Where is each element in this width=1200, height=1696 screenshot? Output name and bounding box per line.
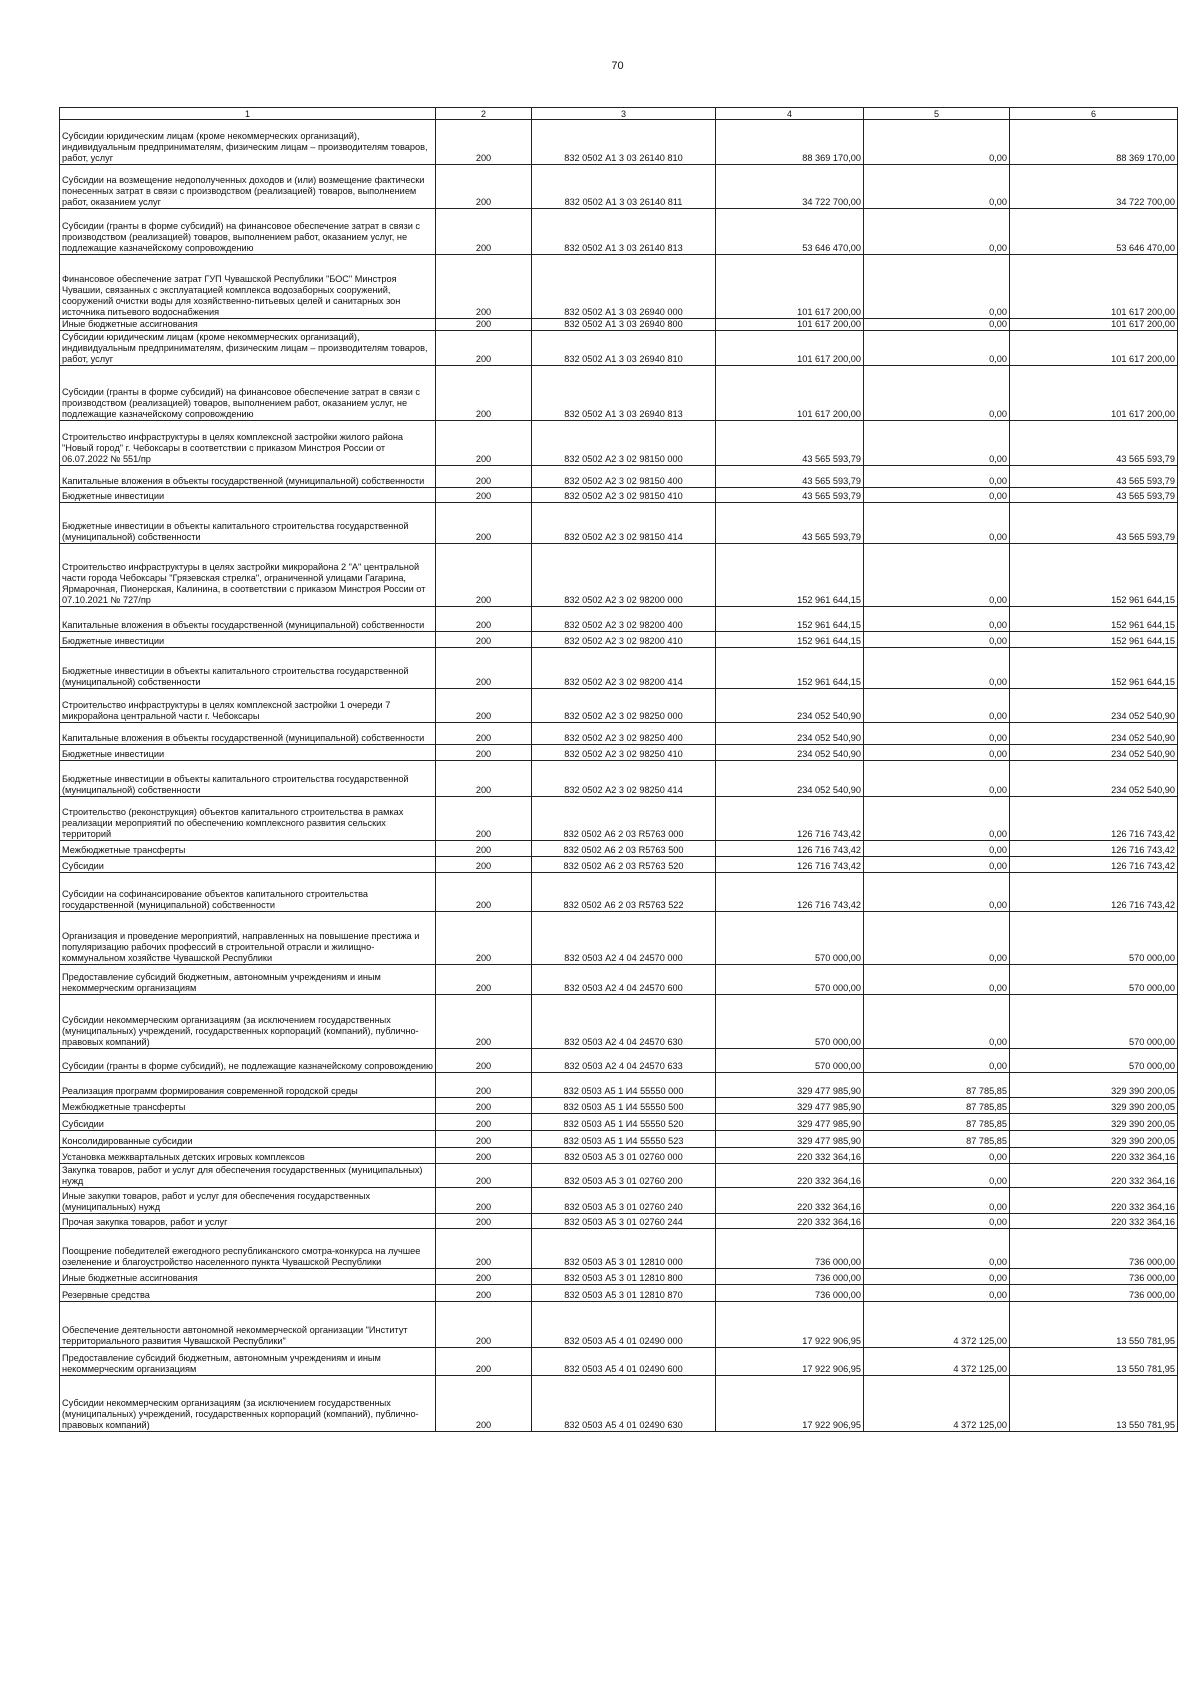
table-row bbox=[60, 607, 1178, 632]
row-admin-code: 200 bbox=[436, 421, 532, 466]
row-value-col6: 570 000,00 bbox=[1010, 995, 1178, 1049]
row-value-col5: 0,00 bbox=[864, 632, 1010, 648]
row-value-col5: 0,00 bbox=[864, 319, 1010, 331]
row-value-col4: 101 617 200,00 bbox=[716, 331, 864, 366]
row-value-col5: 4 372 125,00 bbox=[864, 1302, 1010, 1348]
table-header-row bbox=[60, 108, 1178, 120]
table-row bbox=[60, 857, 1178, 873]
row-name: Поощрение победителей ежегодного республиканского смотра-конкурса на лучшее озеленение и благоустройство населенного пункта Чувашской Республики bbox=[60, 1229, 436, 1269]
row-value-col6: 152 961 644,15 bbox=[1010, 607, 1178, 632]
row-value-col4: 234 052 540,90 bbox=[716, 723, 864, 745]
row-value-col4: 43 565 593,79 bbox=[716, 503, 864, 544]
row-value-col4: 43 565 593,79 bbox=[716, 421, 864, 466]
row-admin-code: 200 bbox=[436, 761, 532, 797]
row-value-col6: 126 716 743,42 bbox=[1010, 857, 1178, 873]
row-value-col5: 0,00 bbox=[864, 965, 1010, 995]
row-name: Обеспечение деятельности автономной некоммерческой организации "Институт территориального развития Чувашской Республики" bbox=[60, 1302, 436, 1348]
table-row bbox=[60, 1229, 1178, 1269]
row-name: Бюджетные инвестиции в объекты капитального строительства государственной (муниципальной) собственности bbox=[60, 648, 436, 689]
budget-table bbox=[59, 107, 1178, 1432]
row-admin-code: 200 bbox=[436, 965, 532, 995]
row-admin-code: 200 bbox=[436, 1098, 532, 1114]
table-row bbox=[60, 319, 1178, 331]
table-row bbox=[60, 632, 1178, 648]
row-name: Субсидии (гранты в форме субсидий) на финансовое обеспечение затрат в связи с производством (реализацией) товаров, выполнением работ, оказанием услуг, не подлежащие казначейскому сопровождению bbox=[60, 209, 436, 255]
row-name: Субсидии на возмещение недополученных доходов и (или) возмещение фактически понесенных затрат в связи с производством (реализацией) товаров, выполнением работ, оказанием услуг bbox=[60, 165, 436, 209]
row-value-col5: 87 785,85 bbox=[864, 1131, 1010, 1148]
row-name: Консолидированные субсидии bbox=[60, 1131, 436, 1148]
row-value-col4: 736 000,00 bbox=[716, 1285, 864, 1302]
row-classification-code: 832 0502 А2 3 02 98250 000 bbox=[532, 689, 716, 723]
row-name: Субсидии bbox=[60, 1114, 436, 1131]
row-name: Установка межквартальных детских игровых комплексов bbox=[60, 1148, 436, 1164]
table-row bbox=[60, 209, 1178, 255]
row-value-col6: 152 961 644,15 bbox=[1010, 544, 1178, 607]
row-value-col4: 220 332 364,16 bbox=[716, 1188, 864, 1214]
row-value-col6: 329 390 200,05 bbox=[1010, 1098, 1178, 1114]
row-name: Закупка товаров, работ и услуг для обеспечения государственных (муниципальных) нужд bbox=[60, 1164, 436, 1188]
row-value-col4: 329 477 985,90 bbox=[716, 1098, 864, 1114]
table-row bbox=[60, 488, 1178, 503]
row-admin-code: 200 bbox=[436, 857, 532, 873]
row-admin-code: 200 bbox=[436, 1376, 532, 1432]
row-name: Строительство (реконструкция) объектов капитального строительства в рамках реализации мероприятий по обеспечению комплексного развития сельских территорий bbox=[60, 797, 436, 841]
row-name: Реализация программ формирования современной городской среды bbox=[60, 1073, 436, 1098]
row-value-col5: 0,00 bbox=[864, 689, 1010, 723]
row-value-col5: 0,00 bbox=[864, 745, 1010, 761]
row-value-col6: 220 332 364,16 bbox=[1010, 1188, 1178, 1214]
row-classification-code: 832 0502 А1 3 03 26940 000 bbox=[532, 255, 716, 319]
row-classification-code: 832 0502 А2 3 02 98200 410 bbox=[532, 632, 716, 648]
row-admin-code: 200 bbox=[436, 165, 532, 209]
row-value-col6: 101 617 200,00 bbox=[1010, 319, 1178, 331]
row-value-col6: 34 722 700,00 bbox=[1010, 165, 1178, 209]
row-value-col5: 0,00 bbox=[864, 607, 1010, 632]
row-admin-code: 200 bbox=[436, 648, 532, 689]
row-value-col6: 101 617 200,00 bbox=[1010, 366, 1178, 421]
row-value-col4: 234 052 540,90 bbox=[716, 745, 864, 761]
row-name: Субсидии (гранты в форме субсидий), не подлежащие казначейскому сопровождению bbox=[60, 1049, 436, 1073]
row-value-col4: 220 332 364,16 bbox=[716, 1164, 864, 1188]
row-value-col6: 126 716 743,42 bbox=[1010, 873, 1178, 912]
row-value-col4: 101 617 200,00 bbox=[716, 319, 864, 331]
row-value-col6: 101 617 200,00 bbox=[1010, 255, 1178, 319]
row-value-col4: 126 716 743,42 bbox=[716, 857, 864, 873]
row-value-col6: 220 332 364,16 bbox=[1010, 1148, 1178, 1164]
row-name: Межбюджетные трансферты bbox=[60, 1098, 436, 1114]
row-value-col5: 87 785,85 bbox=[864, 1073, 1010, 1098]
row-name: Межбюджетные трансферты bbox=[60, 841, 436, 857]
row-admin-code: 200 bbox=[436, 873, 532, 912]
row-value-col5: 0,00 bbox=[864, 366, 1010, 421]
row-value-col4: 234 052 540,90 bbox=[716, 761, 864, 797]
row-value-col4: 570 000,00 bbox=[716, 995, 864, 1049]
row-value-col5: 0,00 bbox=[864, 995, 1010, 1049]
row-value-col6: 234 052 540,90 bbox=[1010, 723, 1178, 745]
table-row bbox=[60, 1285, 1178, 1302]
row-value-col6: 570 000,00 bbox=[1010, 912, 1178, 965]
row-classification-code: 832 0503 А5 3 01 02760 244 bbox=[532, 1214, 716, 1229]
row-classification-code: 832 0503 А5 3 01 12810 800 bbox=[532, 1269, 716, 1285]
row-value-col6: 329 390 200,05 bbox=[1010, 1073, 1178, 1098]
table-row bbox=[60, 1148, 1178, 1164]
column-header: 3 bbox=[532, 108, 716, 120]
row-value-col5: 0,00 bbox=[864, 841, 1010, 857]
row-name: Строительство инфраструктуры в целях комплексной застройки жилого района "Новый город" г. Чебоксары в соответствии с приказом Минстроя России от 06.07.2022 № 551/пр bbox=[60, 421, 436, 466]
row-admin-code: 200 bbox=[436, 1164, 532, 1188]
row-classification-code: 832 0502 А1 3 03 26140 810 bbox=[532, 120, 716, 165]
row-value-col6: 329 390 200,05 bbox=[1010, 1114, 1178, 1131]
row-value-col5: 4 372 125,00 bbox=[864, 1348, 1010, 1376]
row-classification-code: 832 0502 А1 3 03 26140 813 bbox=[532, 209, 716, 255]
row-value-col6: 152 961 644,15 bbox=[1010, 632, 1178, 648]
table-row bbox=[60, 331, 1178, 366]
row-admin-code: 200 bbox=[436, 797, 532, 841]
row-classification-code: 832 0502 А2 3 02 98250 414 bbox=[532, 761, 716, 797]
row-value-col6: 126 716 743,42 bbox=[1010, 841, 1178, 857]
row-value-col6: 43 565 593,79 bbox=[1010, 503, 1178, 544]
row-admin-code: 200 bbox=[436, 120, 532, 165]
row-value-col5: 0,00 bbox=[864, 857, 1010, 873]
row-value-col4: 329 477 985,90 bbox=[716, 1114, 864, 1131]
row-value-col6: 126 716 743,42 bbox=[1010, 797, 1178, 841]
row-admin-code: 200 bbox=[436, 1302, 532, 1348]
row-classification-code: 832 0502 А2 3 02 98250 400 bbox=[532, 723, 716, 745]
table-row bbox=[60, 912, 1178, 965]
table-row bbox=[60, 255, 1178, 319]
row-value-col6: 13 550 781,95 bbox=[1010, 1376, 1178, 1432]
table-row bbox=[60, 1114, 1178, 1131]
row-value-col5: 0,00 bbox=[864, 648, 1010, 689]
row-value-col5: 0,00 bbox=[864, 120, 1010, 165]
row-admin-code: 200 bbox=[436, 689, 532, 723]
table-row bbox=[60, 421, 1178, 466]
row-name: Капитальные вложения в объекты государственной (муниципальной) собственности bbox=[60, 466, 436, 488]
row-classification-code: 832 0502 А1 3 03 26940 813 bbox=[532, 366, 716, 421]
row-value-col5: 0,00 bbox=[864, 1214, 1010, 1229]
row-classification-code: 832 0503 А5 3 01 02760 200 bbox=[532, 1164, 716, 1188]
table-row bbox=[60, 841, 1178, 857]
row-value-col6: 88 369 170,00 bbox=[1010, 120, 1178, 165]
row-name: Капитальные вложения в объекты государственной (муниципальной) собственности bbox=[60, 607, 436, 632]
row-value-col5: 0,00 bbox=[864, 331, 1010, 366]
row-classification-code: 832 0503 А5 3 01 02760 240 bbox=[532, 1188, 716, 1214]
row-value-col6: 570 000,00 bbox=[1010, 1049, 1178, 1073]
row-name: Субсидии (гранты в форме субсидий) на финансовое обеспечение затрат в связи с производством (реализацией) товаров, выполнением работ, оказанием услуг, не подлежащие казначейскому сопровождению bbox=[60, 366, 436, 421]
row-admin-code: 200 bbox=[436, 488, 532, 503]
row-classification-code: 832 0503 А5 3 01 12810 870 bbox=[532, 1285, 716, 1302]
row-value-col6: 152 961 644,15 bbox=[1010, 648, 1178, 689]
row-classification-code: 832 0502 А6 2 03 R5763 000 bbox=[532, 797, 716, 841]
table-row bbox=[60, 1098, 1178, 1114]
table-row bbox=[60, 1073, 1178, 1098]
row-value-col5: 0,00 bbox=[864, 503, 1010, 544]
row-classification-code: 832 0502 А6 2 03 R5763 522 bbox=[532, 873, 716, 912]
row-classification-code: 832 0503 А2 4 04 24570 633 bbox=[532, 1049, 716, 1073]
row-name: Иные бюджетные ассигнования bbox=[60, 1269, 436, 1285]
row-name: Капитальные вложения в объекты государственной (муниципальной) собственности bbox=[60, 723, 436, 745]
row-value-col5: 0,00 bbox=[864, 488, 1010, 503]
row-classification-code: 832 0502 А1 3 03 26940 810 bbox=[532, 331, 716, 366]
row-value-col4: 43 565 593,79 bbox=[716, 488, 864, 503]
column-header: 2 bbox=[436, 108, 532, 120]
row-value-col5: 0,00 bbox=[864, 1229, 1010, 1269]
row-admin-code: 200 bbox=[436, 723, 532, 745]
row-value-col6: 329 390 200,05 bbox=[1010, 1131, 1178, 1148]
row-value-col6: 736 000,00 bbox=[1010, 1229, 1178, 1269]
row-name: Резервные средства bbox=[60, 1285, 436, 1302]
row-admin-code: 200 bbox=[436, 319, 532, 331]
row-value-col5: 0,00 bbox=[864, 723, 1010, 745]
row-admin-code: 200 bbox=[436, 1285, 532, 1302]
row-value-col4: 34 722 700,00 bbox=[716, 165, 864, 209]
row-value-col5: 0,00 bbox=[864, 209, 1010, 255]
row-name: Предоставление субсидий бюджетным, автономным учреждениям и иным некоммерческим организациям bbox=[60, 1348, 436, 1376]
row-value-col4: 126 716 743,42 bbox=[716, 797, 864, 841]
row-admin-code: 200 bbox=[436, 841, 532, 857]
row-name: Бюджетные инвестиции bbox=[60, 632, 436, 648]
row-value-col6: 736 000,00 bbox=[1010, 1269, 1178, 1285]
row-classification-code: 832 0503 А5 1 И4 55550 500 bbox=[532, 1098, 716, 1114]
row-value-col4: 17 922 906,95 bbox=[716, 1348, 864, 1376]
table-row bbox=[60, 873, 1178, 912]
row-name: Субсидии на софинансирование объектов капитального строительства государственной (муниципальной) собственности bbox=[60, 873, 436, 912]
row-name: Организация и проведение мероприятий, направленных на повышение престижа и популяризацию рабочих профессий в строительной отрасли и жилищно-коммунальном хозяйстве Чувашской Республики bbox=[60, 912, 436, 965]
row-classification-code: 832 0502 А2 3 02 98150 410 bbox=[532, 488, 716, 503]
row-value-col5: 0,00 bbox=[864, 873, 1010, 912]
row-value-col5: 0,00 bbox=[864, 1285, 1010, 1302]
row-value-col4: 101 617 200,00 bbox=[716, 255, 864, 319]
row-admin-code: 200 bbox=[436, 255, 532, 319]
row-value-col4: 570 000,00 bbox=[716, 965, 864, 995]
row-value-col4: 53 646 470,00 bbox=[716, 209, 864, 255]
row-admin-code: 200 bbox=[436, 1188, 532, 1214]
row-value-col5: 4 372 125,00 bbox=[864, 1376, 1010, 1432]
row-value-col5: 0,00 bbox=[864, 466, 1010, 488]
table-body bbox=[60, 120, 1178, 1432]
row-name: Предоставление субсидий бюджетным, автономным учреждениям и иным некоммерческим организациям bbox=[60, 965, 436, 995]
row-admin-code: 200 bbox=[436, 1348, 532, 1376]
row-admin-code: 200 bbox=[436, 1148, 532, 1164]
row-value-col5: 0,00 bbox=[864, 1188, 1010, 1214]
row-value-col6: 220 332 364,16 bbox=[1010, 1214, 1178, 1229]
row-value-col4: 43 565 593,79 bbox=[716, 466, 864, 488]
table-row bbox=[60, 1131, 1178, 1148]
row-classification-code: 832 0503 А5 1 И4 55550 523 bbox=[532, 1131, 716, 1148]
row-classification-code: 832 0502 А2 3 02 98150 000 bbox=[532, 421, 716, 466]
row-name: Бюджетные инвестиции bbox=[60, 488, 436, 503]
column-header: 1 bbox=[60, 108, 436, 120]
row-value-col4: 126 716 743,42 bbox=[716, 873, 864, 912]
row-value-col6: 13 550 781,95 bbox=[1010, 1348, 1178, 1376]
row-classification-code: 832 0503 А5 1 И4 55550 520 bbox=[532, 1114, 716, 1131]
column-header: 4 bbox=[716, 108, 864, 120]
row-value-col4: 17 922 906,95 bbox=[716, 1376, 864, 1432]
table-row bbox=[60, 1269, 1178, 1285]
row-value-col4: 88 369 170,00 bbox=[716, 120, 864, 165]
table-row bbox=[60, 1049, 1178, 1073]
table-row bbox=[60, 1214, 1178, 1229]
table-row bbox=[60, 466, 1178, 488]
table-row bbox=[60, 1188, 1178, 1214]
table-row bbox=[60, 1348, 1178, 1376]
row-value-col6: 736 000,00 bbox=[1010, 1285, 1178, 1302]
table-row bbox=[60, 165, 1178, 209]
row-value-col5: 0,00 bbox=[864, 165, 1010, 209]
table-row bbox=[60, 648, 1178, 689]
column-header: 6 bbox=[1010, 108, 1178, 120]
row-admin-code: 200 bbox=[436, 1269, 532, 1285]
row-name: Бюджетные инвестиции в объекты капитального строительства государственной (муниципальной) собственности bbox=[60, 503, 436, 544]
row-value-col6: 53 646 470,00 bbox=[1010, 209, 1178, 255]
row-name: Иные закупки товаров, работ и услуг для обеспечения государственных (муниципальных) нужд bbox=[60, 1188, 436, 1214]
row-value-col6: 13 550 781,95 bbox=[1010, 1302, 1178, 1348]
row-name: Строительство инфраструктуры в целях комплексной застройки 1 очереди 7 микрорайона центральной части г. Чебоксары bbox=[60, 689, 436, 723]
row-admin-code: 200 bbox=[436, 1073, 532, 1098]
row-classification-code: 832 0502 А1 3 03 26140 811 bbox=[532, 165, 716, 209]
row-value-col5: 0,00 bbox=[864, 1269, 1010, 1285]
row-admin-code: 200 bbox=[436, 366, 532, 421]
row-classification-code: 832 0502 А1 3 03 26940 800 bbox=[532, 319, 716, 331]
row-classification-code: 832 0502 А2 3 02 98200 400 bbox=[532, 607, 716, 632]
row-value-col5: 0,00 bbox=[864, 1148, 1010, 1164]
row-value-col4: 152 961 644,15 bbox=[716, 648, 864, 689]
row-classification-code: 832 0503 А5 4 01 02490 630 bbox=[532, 1376, 716, 1432]
row-value-col6: 43 565 593,79 bbox=[1010, 466, 1178, 488]
row-value-col6: 234 052 540,90 bbox=[1010, 689, 1178, 723]
row-value-col5: 0,00 bbox=[864, 797, 1010, 841]
row-value-col4: 220 332 364,16 bbox=[716, 1214, 864, 1229]
row-value-col4: 152 961 644,15 bbox=[716, 632, 864, 648]
row-admin-code: 200 bbox=[436, 503, 532, 544]
row-admin-code: 200 bbox=[436, 632, 532, 648]
row-value-col4: 736 000,00 bbox=[716, 1229, 864, 1269]
table-row bbox=[60, 689, 1178, 723]
row-value-col5: 0,00 bbox=[864, 761, 1010, 797]
row-value-col6: 234 052 540,90 bbox=[1010, 745, 1178, 761]
row-name: Иные бюджетные ассигнования bbox=[60, 319, 436, 331]
row-classification-code: 832 0502 А2 3 02 98200 000 bbox=[532, 544, 716, 607]
row-name: Субсидии bbox=[60, 857, 436, 873]
row-admin-code: 200 bbox=[436, 745, 532, 761]
row-admin-code: 200 bbox=[436, 331, 532, 366]
row-value-col5: 0,00 bbox=[864, 544, 1010, 607]
row-classification-code: 832 0503 А5 3 01 12810 000 bbox=[532, 1229, 716, 1269]
row-value-col4: 220 332 364,16 bbox=[716, 1148, 864, 1164]
row-name: Прочая закупка товаров, работ и услуг bbox=[60, 1214, 436, 1229]
row-value-col5: 0,00 bbox=[864, 1164, 1010, 1188]
row-value-col5: 0,00 bbox=[864, 255, 1010, 319]
table-row bbox=[60, 366, 1178, 421]
row-value-col4: 329 477 985,90 bbox=[716, 1073, 864, 1098]
row-value-col5: 0,00 bbox=[864, 421, 1010, 466]
row-classification-code: 832 0502 А6 2 03 R5763 500 bbox=[532, 841, 716, 857]
row-value-col6: 43 565 593,79 bbox=[1010, 421, 1178, 466]
row-value-col5: 0,00 bbox=[864, 912, 1010, 965]
row-classification-code: 832 0502 А6 2 03 R5763 520 bbox=[532, 857, 716, 873]
row-classification-code: 832 0503 А2 4 04 24570 000 bbox=[532, 912, 716, 965]
row-classification-code: 832 0503 А5 4 01 02490 000 bbox=[532, 1302, 716, 1348]
row-classification-code: 832 0502 А2 3 02 98200 414 bbox=[532, 648, 716, 689]
row-value-col5: 0,00 bbox=[864, 1049, 1010, 1073]
row-name: Бюджетные инвестиции bbox=[60, 745, 436, 761]
row-value-col4: 17 922 906,95 bbox=[716, 1302, 864, 1348]
row-value-col4: 234 052 540,90 bbox=[716, 689, 864, 723]
row-admin-code: 200 bbox=[436, 1214, 532, 1229]
row-value-col5: 87 785,85 bbox=[864, 1098, 1010, 1114]
row-value-col5: 87 785,85 bbox=[864, 1114, 1010, 1131]
row-classification-code: 832 0503 А5 3 01 02760 000 bbox=[532, 1148, 716, 1164]
row-name: Субсидии некоммерческим организациям (за исключением государственных (муниципальных) учреждений, государственных корпораций (компаний), публично-правовых компаний) bbox=[60, 995, 436, 1049]
table-row bbox=[60, 1376, 1178, 1432]
row-name: Бюджетные инвестиции в объекты капитального строительства государственной (муниципальной) собственности bbox=[60, 761, 436, 797]
row-classification-code: 832 0503 А5 4 01 02490 600 bbox=[532, 1348, 716, 1376]
table-row bbox=[60, 1302, 1178, 1348]
row-classification-code: 832 0502 А2 3 02 98250 410 bbox=[532, 745, 716, 761]
row-value-col6: 43 565 593,79 bbox=[1010, 488, 1178, 503]
table-row bbox=[60, 761, 1178, 797]
row-admin-code: 200 bbox=[436, 1131, 532, 1148]
row-admin-code: 200 bbox=[436, 544, 532, 607]
row-classification-code: 832 0503 А5 1 И4 55550 000 bbox=[532, 1073, 716, 1098]
row-value-col6: 234 052 540,90 bbox=[1010, 761, 1178, 797]
row-classification-code: 832 0503 А2 4 04 24570 630 bbox=[532, 995, 716, 1049]
row-admin-code: 200 bbox=[436, 209, 532, 255]
table-row bbox=[60, 120, 1178, 165]
row-classification-code: 832 0502 А2 3 02 98150 414 bbox=[532, 503, 716, 544]
row-value-col4: 152 961 644,15 bbox=[716, 544, 864, 607]
row-name: Финансовое обеспечение затрат ГУП Чувашской Республики "БОС" Минстроя Чувашии, связанных с эксплуатацией комплекса водозаборных сооружений, сооружений очистки воды для хозяйственно-питьевых целей и санитарных зон источника питьевого водоснабжения bbox=[60, 255, 436, 319]
row-value-col6: 101 617 200,00 bbox=[1010, 331, 1178, 366]
table-row bbox=[60, 503, 1178, 544]
row-admin-code: 200 bbox=[436, 1114, 532, 1131]
page-number: 70 bbox=[611, 60, 624, 72]
row-value-col6: 570 000,00 bbox=[1010, 965, 1178, 995]
row-value-col4: 570 000,00 bbox=[716, 912, 864, 965]
table-row bbox=[60, 745, 1178, 761]
table-row bbox=[60, 544, 1178, 607]
table-row bbox=[60, 1164, 1178, 1188]
table-row bbox=[60, 797, 1178, 841]
row-value-col4: 329 477 985,90 bbox=[716, 1131, 864, 1148]
row-admin-code: 200 bbox=[436, 995, 532, 1049]
row-name: Субсидии некоммерческим организациям (за исключением государственных (муниципальных) учреждений, государственных корпораций (компаний), публично-правовых компаний) bbox=[60, 1376, 436, 1432]
row-value-col4: 570 000,00 bbox=[716, 1049, 864, 1073]
row-admin-code: 200 bbox=[436, 1229, 532, 1269]
row-classification-code: 832 0502 А2 3 02 98150 400 bbox=[532, 466, 716, 488]
row-value-col4: 126 716 743,42 bbox=[716, 841, 864, 857]
column-header: 5 bbox=[864, 108, 1010, 120]
table-row bbox=[60, 723, 1178, 745]
table-row bbox=[60, 965, 1178, 995]
row-value-col4: 736 000,00 bbox=[716, 1269, 864, 1285]
row-value-col4: 101 617 200,00 bbox=[716, 366, 864, 421]
row-value-col4: 152 961 644,15 bbox=[716, 607, 864, 632]
row-name: Субсидии юридическим лицам (кроме некоммерческих организаций), индивидуальным предпринимателям, физическим лицам – производителям товаров, работ, услуг bbox=[60, 331, 436, 366]
row-admin-code: 200 bbox=[436, 912, 532, 965]
row-name: Субсидии юридическим лицам (кроме некоммерческих организаций), индивидуальным предпринимателям, физическим лицам – производителям товаров, работ, услуг bbox=[60, 120, 436, 165]
table-row bbox=[60, 995, 1178, 1049]
row-admin-code: 200 bbox=[436, 1049, 532, 1073]
row-value-col6: 220 332 364,16 bbox=[1010, 1164, 1178, 1188]
row-admin-code: 200 bbox=[436, 466, 532, 488]
row-name: Строительство инфраструктуры в целях застройки микрорайона 2 "А" центральной части города Чебоксары "Грязевская стрелка", ограниченной улицами Гагарина, Ярмарочная, Пионерская, Калинина, в соответствии с приказом Минстроя России от 07.10.2021 № 727/пр bbox=[60, 544, 436, 607]
row-classification-code: 832 0503 А2 4 04 24570 600 bbox=[532, 965, 716, 995]
row-admin-code: 200 bbox=[436, 607, 532, 632]
